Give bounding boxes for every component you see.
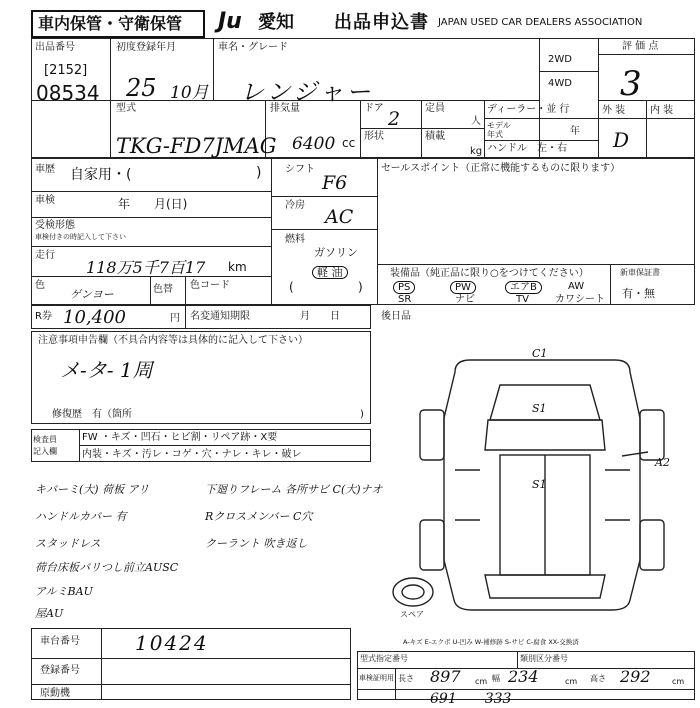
form-title: 出品申込書 <box>334 12 429 33</box>
displacement-unit: cc <box>342 136 356 150</box>
storage-badge-text: 車内保管・守衛保管 <box>38 14 183 33</box>
rating-label: 評 価 点 <box>622 41 659 52</box>
shape-label: 形状 <box>364 131 384 142</box>
repair-label: 修復歴 有（箇所 <box>52 409 132 420</box>
deadline-value: 月 日 <box>300 311 340 322</box>
ticket-yen: 円 <box>170 313 180 324</box>
model-year-label: モデル 年式 <box>487 121 511 139</box>
equip-pw: PW <box>450 281 476 294</box>
model-label: 型式 <box>116 103 136 114</box>
ac-value: AC <box>325 206 354 228</box>
equip-sr: SR <box>398 294 412 305</box>
rear-seat-label: 後日品 <box>381 311 411 322</box>
inspector-row2: 内装・キズ・汚レ・コゲ・穴・ナレ・キレ・破レ <box>82 449 302 460</box>
color-code-label: 色コード <box>190 280 230 291</box>
mark-s1-lower: S1 <box>532 478 547 491</box>
lot-number: 08534 <box>36 81 100 105</box>
equip-aw: AW <box>568 281 585 292</box>
chassis-value: 10424 <box>135 631 209 655</box>
remark-7: 荷台床板バリつし前立AUSC <box>35 561 179 574</box>
association-name: JAPAN USED CAR DEALERS ASSOCIATION <box>438 17 643 28</box>
remark-3: ハンドルカバー 有 <box>35 510 127 523</box>
mileage-label: 走行 <box>35 250 55 261</box>
repaint-label: 色替 <box>153 284 173 295</box>
length-label: 長さ <box>398 674 414 683</box>
inspection-label: 車検 <box>35 195 55 206</box>
mark-s1-upper: S1 <box>532 402 547 415</box>
dims-row2: 691 333 <box>430 691 512 707</box>
displacement-label: 排気量 <box>270 103 300 114</box>
sales-point-label: セールスポイント（正常に機能するものに限ります） <box>381 163 621 174</box>
equipment-label: 装備品（純正品に限り○をつけてください） <box>390 268 589 279</box>
ju-logo: Ju <box>218 9 242 34</box>
inspector-label: 検査員 記入欄 <box>33 435 57 456</box>
year-unit: 年 <box>570 126 580 137</box>
equip-ps: PS <box>393 281 415 294</box>
capacity-unit: 人 <box>471 116 481 127</box>
reg-no-label: 登録番号 <box>40 665 80 676</box>
lot-label: 出品番号 <box>35 42 75 53</box>
fuel-value: ガソリン <box>314 246 358 259</box>
remark-9: 屋AU <box>35 607 64 620</box>
receipt-note: 車検付きの時記入して下さい <box>35 233 126 241</box>
door-label: ドア <box>364 103 384 114</box>
height-value: 292 <box>620 667 651 686</box>
fuel-paren-close: ) <box>358 280 363 294</box>
exterior-grade: D <box>613 128 630 152</box>
width-label: 幅 <box>492 674 500 683</box>
color-label: 色 <box>35 280 45 291</box>
remark-2: 下廻りフレーム 各所サビ C(大)ナオ <box>205 483 383 496</box>
ticket-label: R券 <box>35 311 52 322</box>
first-reg-label: 初度登録年月 <box>116 42 176 53</box>
chassis-label: 車台番号 <box>40 636 80 647</box>
notes-label: 注意事項申告欄（不具合内容等は具体的に記入して下さい） <box>38 335 308 346</box>
history-value: 自家用・( <box>70 167 132 183</box>
color-value: ゲンヨー <box>70 288 114 301</box>
history-close-paren: ) <box>256 165 262 181</box>
notes-meter: メ-タ- 1周 <box>60 358 153 382</box>
equip-kawa-seat: カワシート <box>555 294 605 305</box>
ac-label: 冷房 <box>285 200 305 211</box>
height-label: 高さ <box>590 674 606 683</box>
width-value: 234 <box>508 667 539 686</box>
warranty-label: 新車保証書 <box>620 268 660 277</box>
handle-label: ハンドル 左・右 <box>487 143 567 154</box>
interior-label: 内 装 <box>650 105 674 116</box>
car-name-label: 車名・グレード <box>218 42 288 53</box>
remark-8: アルミBAU <box>35 585 93 598</box>
car-name: レンジャー <box>240 78 374 106</box>
mark-a2: A2 <box>655 456 670 469</box>
mileage-unit: km <box>228 260 247 274</box>
mark-c1: C1 <box>532 347 548 360</box>
rating-value: 3 <box>620 64 642 104</box>
exterior-label: 外 装 <box>602 105 626 116</box>
remark-1: キバーミ(大) 荷板 アリ <box>35 483 150 496</box>
remark-5: スタッドレス <box>35 537 101 550</box>
equip-navi: ナビ <box>455 294 475 305</box>
fuel-label: 燃料 <box>285 234 305 245</box>
equip-tv: TV <box>516 294 529 305</box>
dims-label: 車検証明用 <box>359 674 394 682</box>
fuel-paren-open: ( <box>289 280 294 294</box>
fuel-selected: 軽 油 <box>312 266 348 279</box>
model-code: TKG-FD7JMAG <box>116 134 277 158</box>
drive-2wd: 2WD <box>548 54 572 65</box>
repair-close-paren: ) <box>360 409 364 420</box>
load-unit: kg <box>470 146 483 157</box>
warranty-options: 有・無 <box>622 287 655 300</box>
height-unit: cm <box>672 677 685 686</box>
length-unit: cm <box>475 677 488 686</box>
remark-4: Rクロスメンバー C穴 <box>205 510 313 523</box>
shift-value: F6 <box>322 172 348 194</box>
engine-label: 原動機 <box>40 688 70 699</box>
first-reg-year: 25 <box>126 74 157 102</box>
deadline-label: 名変通知期限 <box>190 311 250 322</box>
door-value: 2 <box>388 108 401 130</box>
mileage-value: 118万5千7百17 <box>86 258 206 277</box>
category-label: 類別区分番号 <box>520 654 568 663</box>
lot-subnumber: [2152] <box>44 63 88 78</box>
shift-label: シフト <box>285 164 315 175</box>
damage-legend: A-キズ E-エクボ U-凹み W-補修跡 S-サビ C-腐食 XX-交換済 <box>403 638 579 646</box>
length-value: 897 <box>430 667 461 686</box>
dealer-label: ディーラー・並 行 <box>487 104 570 115</box>
type-cert-label: 型式指定番号 <box>360 654 408 663</box>
width-unit: cm <box>565 677 578 686</box>
history-label: 車歴 <box>35 164 55 175</box>
inspection-value: 年 月(日) <box>118 197 188 211</box>
drive-4wd: 4WD <box>548 78 572 89</box>
ticket-value: 10,400 <box>63 307 126 328</box>
receipt-label: 受検形態 <box>35 220 75 231</box>
org-name: 愛知 <box>258 12 294 33</box>
load-label: 積載 <box>425 131 445 142</box>
equip-airbag: エアB <box>505 281 542 294</box>
remark-6: クーラント 吹き返し <box>205 537 308 550</box>
displacement-value: 6400 <box>292 134 336 154</box>
spare-label: スペア <box>400 610 424 619</box>
first-reg-month: 10月 <box>170 83 209 103</box>
inspector-row1: FW ・キズ・凹石・ヒビ割・リペア跡・X要 <box>82 432 278 443</box>
capacity-label: 定員 <box>425 103 445 114</box>
